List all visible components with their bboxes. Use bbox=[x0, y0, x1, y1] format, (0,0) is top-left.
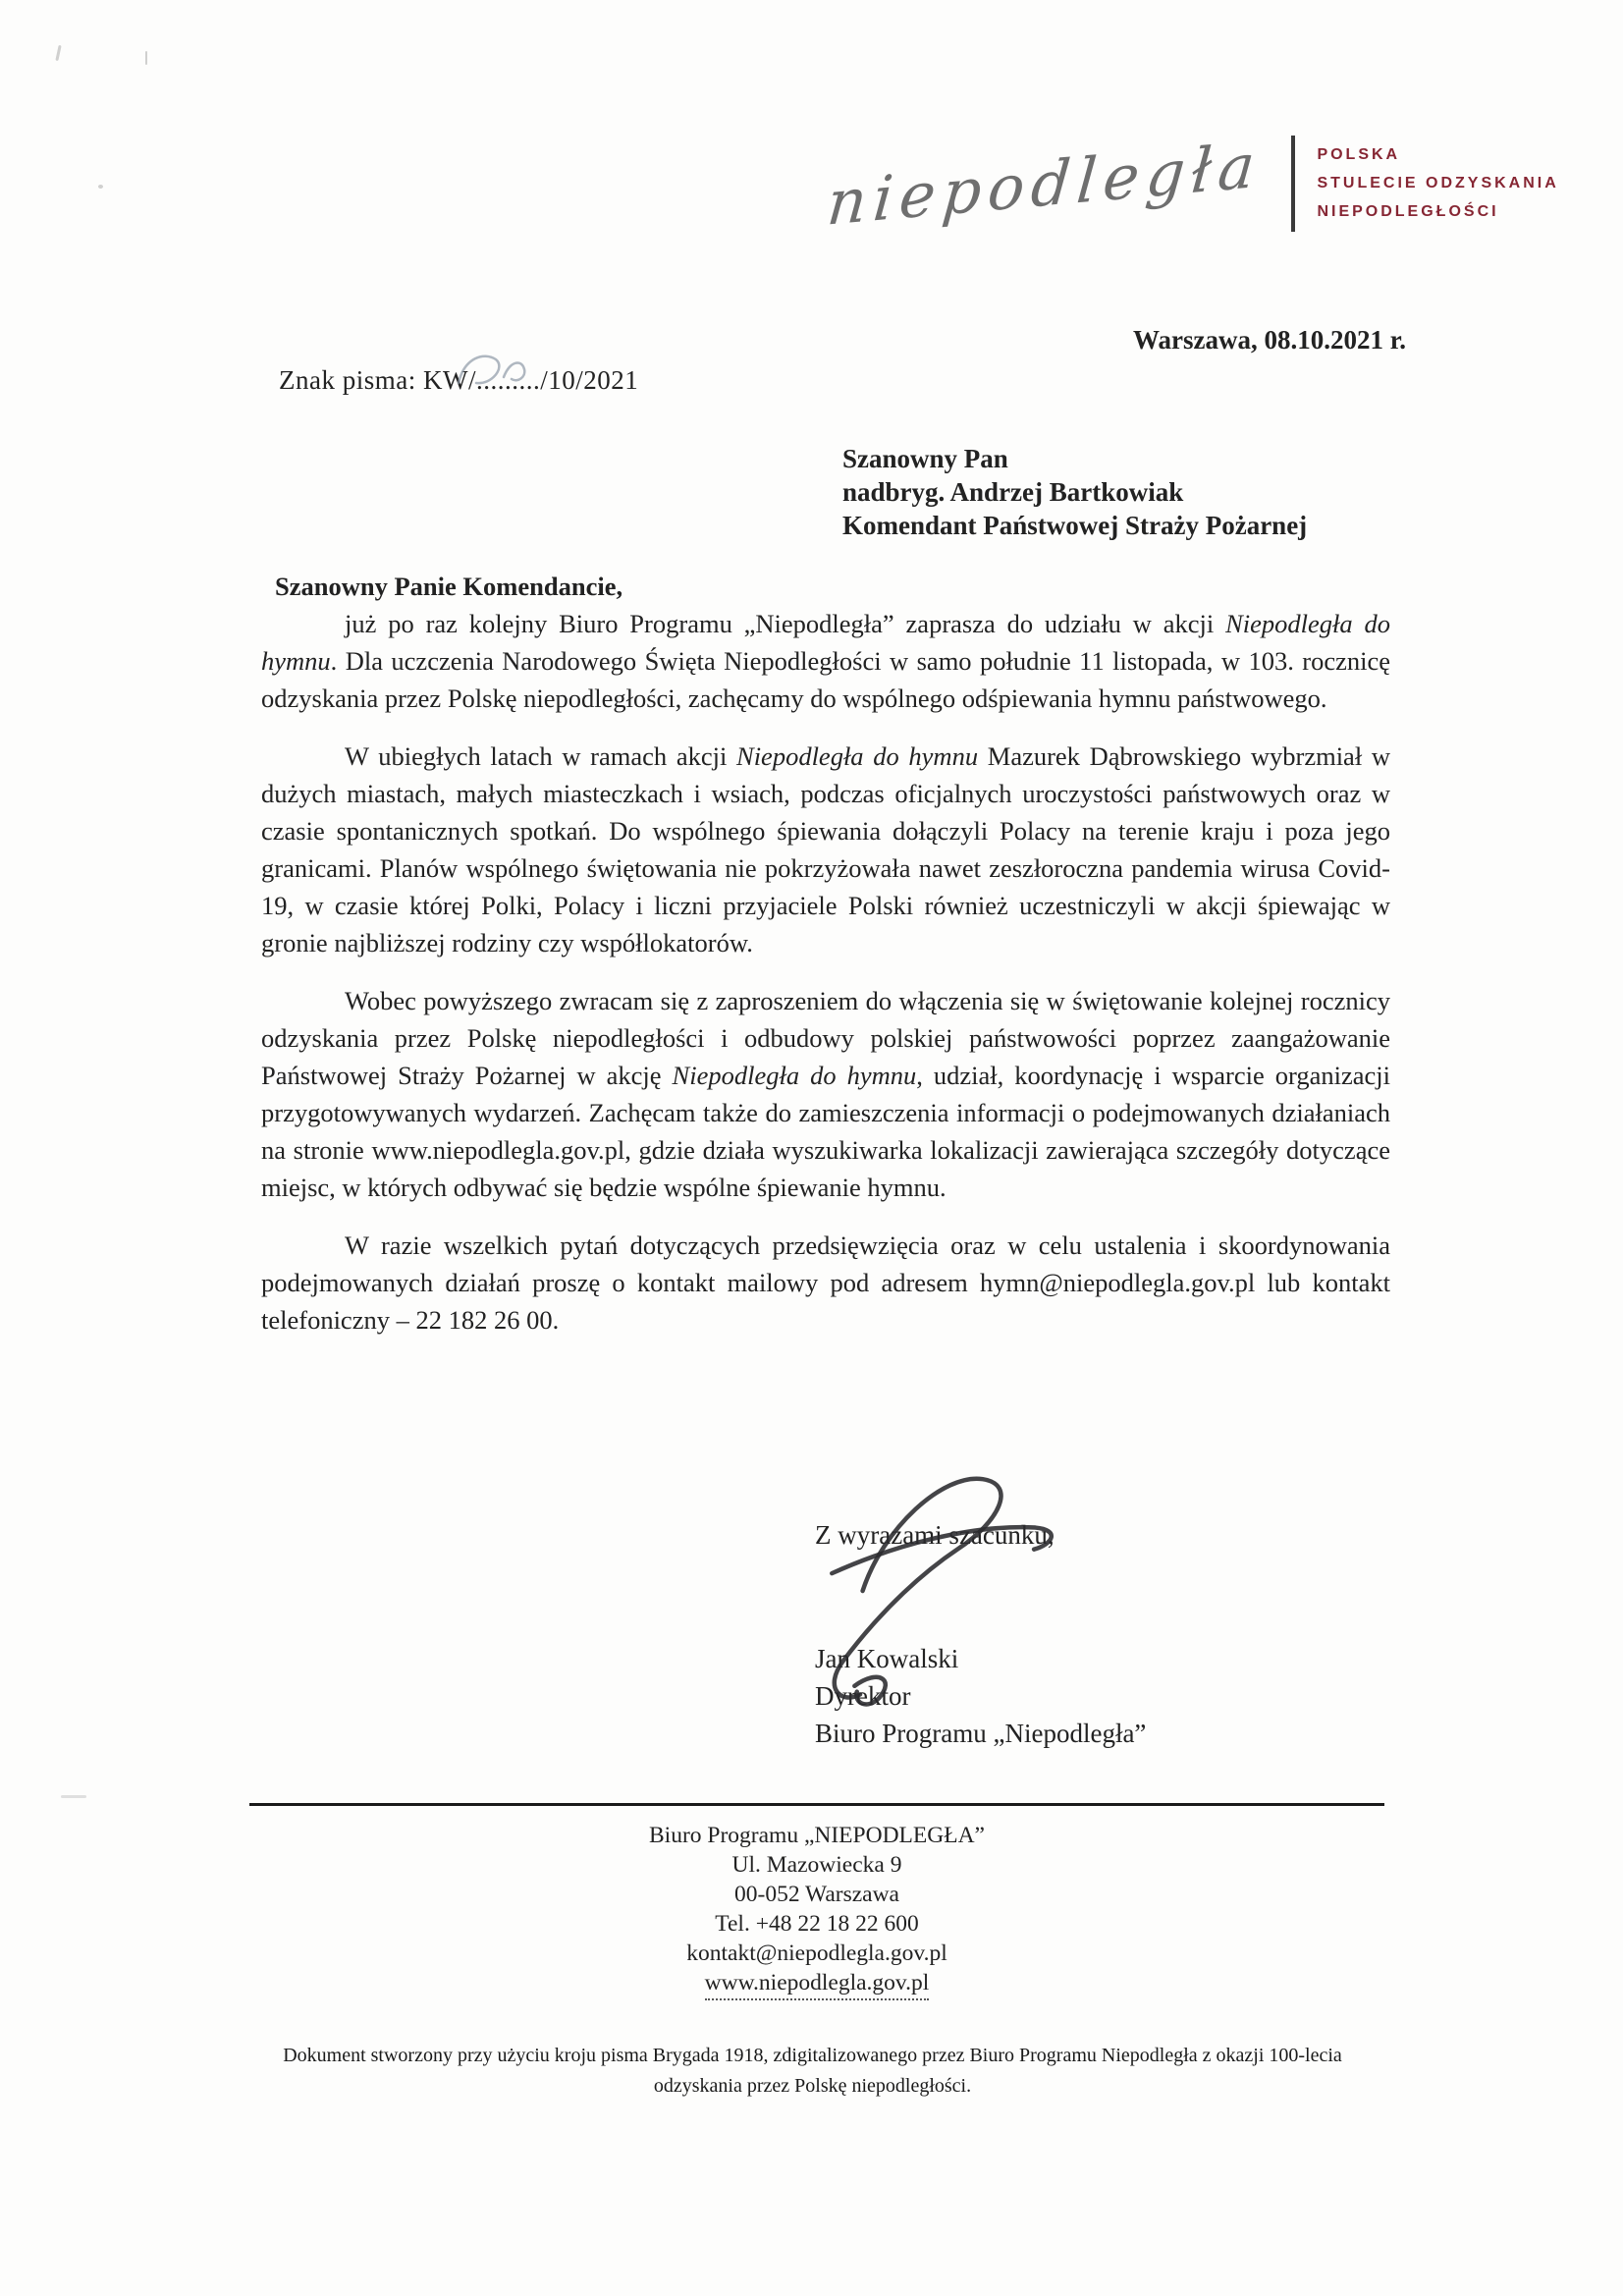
paragraph-text: . Dla uczczenia Narodowego Święta Niepodległości w samo południe 11 listopada, w 103. rocznicę odzyskania przez Polskę niepodległości, zachęcamy do wspólnego odśpiewania hymnu państwowego. bbox=[261, 646, 1390, 713]
closing-block bbox=[815, 1516, 1146, 1752]
footer-contact-block bbox=[249, 1821, 1384, 2000]
signer-organization: Biuro Programu „Niepodległa” bbox=[815, 1719, 1147, 1748]
logo-caption-line: POLSKA bbox=[1317, 146, 1401, 163]
recipient-line: Szanowny Pan bbox=[842, 444, 1008, 473]
paragraph-text: W razie wszelkich pytań dotyczących przedsięwzięcia oraz w celu ustalenia i skoordynowania podejmowanych działań proszę o kontakt mailowy pod adresem hymn@niepodlegla.gov.pl lub kontakt telefoniczny – 22 182 26 00. bbox=[261, 1230, 1390, 1335]
body-paragraph-3 bbox=[261, 982, 1390, 1206]
footer-street: Ul. Mazowiecka 9 bbox=[731, 1852, 902, 1878]
niepodlegla-script-logotype: niepodległa bbox=[824, 128, 1265, 240]
place-date: Warszawa, 08.10.2021 r. bbox=[1133, 325, 1406, 355]
body-paragraph-1 bbox=[261, 605, 1390, 717]
paragraph-text: Mazurek Dąbrowskiego wybrzmiał w dużych miastach, małych miasteczkach i wsiach, podczas oficjalnych uroczystości państwowych oraz w czasie spontanicznych spotkań. Do wspólnego śpiewania dołączyli Polacy na terenie kraju i poza jego granicami. Planów wspólnego świętowania nie pokrzyżowała nawet zeszłoroczna pandemia wirusa Covid-19, w czasie której Polki, Polacy i liczni przyjaciele Polski również uczestniczyli w akcji śpiewając w gronie najbliższej rodziny czy współlokatorów. bbox=[261, 741, 1391, 957]
signer-name: Jan Kowalski bbox=[815, 1644, 959, 1673]
paragraph-text: , udział, koordynację i wsparcie organizacji przygotowywanych wydarzeń. Zachęcam także do zamieszczenia informacji o podejmowanych działaniach na stronie www.niepodlegla.gov.pl, gdzie działa wyszukiwarka lokalizacji zawierająca szczegóły dotyczące miejsc, w których odbywać się będzie wspólne śpiewanie hymnu. bbox=[261, 1061, 1391, 1202]
logo-caption bbox=[1317, 146, 1558, 221]
recipient-line: nadbryg. Andrzej Bartkowiak bbox=[842, 477, 1184, 507]
footer-website: www.niepodlegla.gov.pl bbox=[249, 1968, 1384, 2000]
footer-city: 00-052 Warszawa bbox=[734, 1882, 899, 1907]
paragraph-italic-text: Niepodległa do hymnu bbox=[672, 1061, 917, 1090]
niepodlegla-logo bbox=[824, 128, 1559, 240]
paragraph-text: W ubiegłych latach w ramach akcji bbox=[345, 741, 737, 771]
body-paragraph-4 bbox=[261, 1227, 1390, 1339]
salutation: Szanowny Panie Komendancie, bbox=[275, 572, 623, 601]
scan-artifact bbox=[55, 45, 61, 61]
logo-caption-line: STULECIE ODZYSKANIA bbox=[1317, 175, 1559, 191]
footer-email: kontakt@niepodlegla.gov.pl bbox=[686, 1941, 947, 1966]
paragraph-text: Wobec powyższego zwracam się z zaproszeniem do włączenia się w świętowanie kolejnej rocznicy odzyskania przez Polskę niepodległości i odbudowy polskiej państwowości poprzez zaangażowanie Państwowej Straży Pożarnej w akcję bbox=[261, 986, 1390, 1090]
signer-title: Dyrektor bbox=[815, 1681, 911, 1711]
paragraph-text: już po raz kolejny Biuro Programu „Niepodległa” zaprasza do udziału w akcji bbox=[345, 609, 1226, 638]
body-paragraph-2 bbox=[261, 738, 1390, 961]
scan-artifact bbox=[98, 185, 103, 189]
recipient-line: Komendant Państwowej Straży Pożarnej bbox=[842, 511, 1308, 540]
scan-artifact bbox=[145, 51, 147, 65]
footer-rule bbox=[249, 1803, 1384, 1806]
reference-number: Znak pisma: KW/........./10/2021 bbox=[279, 365, 639, 395]
footer-organization: Biuro Programu „NIEPODLEGŁA” bbox=[649, 1823, 985, 1848]
logo-divider bbox=[1291, 136, 1295, 232]
signature-lines bbox=[815, 1640, 1146, 1752]
logo-caption-line: NIEPODLEGŁOŚCI bbox=[1317, 203, 1499, 220]
scan-artifact bbox=[61, 1795, 86, 1798]
letter-body bbox=[261, 568, 1390, 1359]
closing-phrase: Z wyrazami szacunku, bbox=[815, 1520, 1055, 1550]
font-credit-footnote: Dokument stworzony przy użyciu kroju pisma Brygada 1918, zdigitalizowanego przez Biuro Programu Niepodległa z okazji 100-lecia odzyskania przez Polskę niepodległości. bbox=[283, 2045, 1342, 2097]
recipient-block bbox=[842, 442, 1307, 542]
footer-phone: Tel. +48 22 18 22 600 bbox=[715, 1911, 919, 1937]
paragraph-italic-text: Niepodległa do hymnu bbox=[736, 741, 979, 771]
paragraph-italic-text: Niepodległa do hymnu bbox=[261, 609, 1390, 676]
